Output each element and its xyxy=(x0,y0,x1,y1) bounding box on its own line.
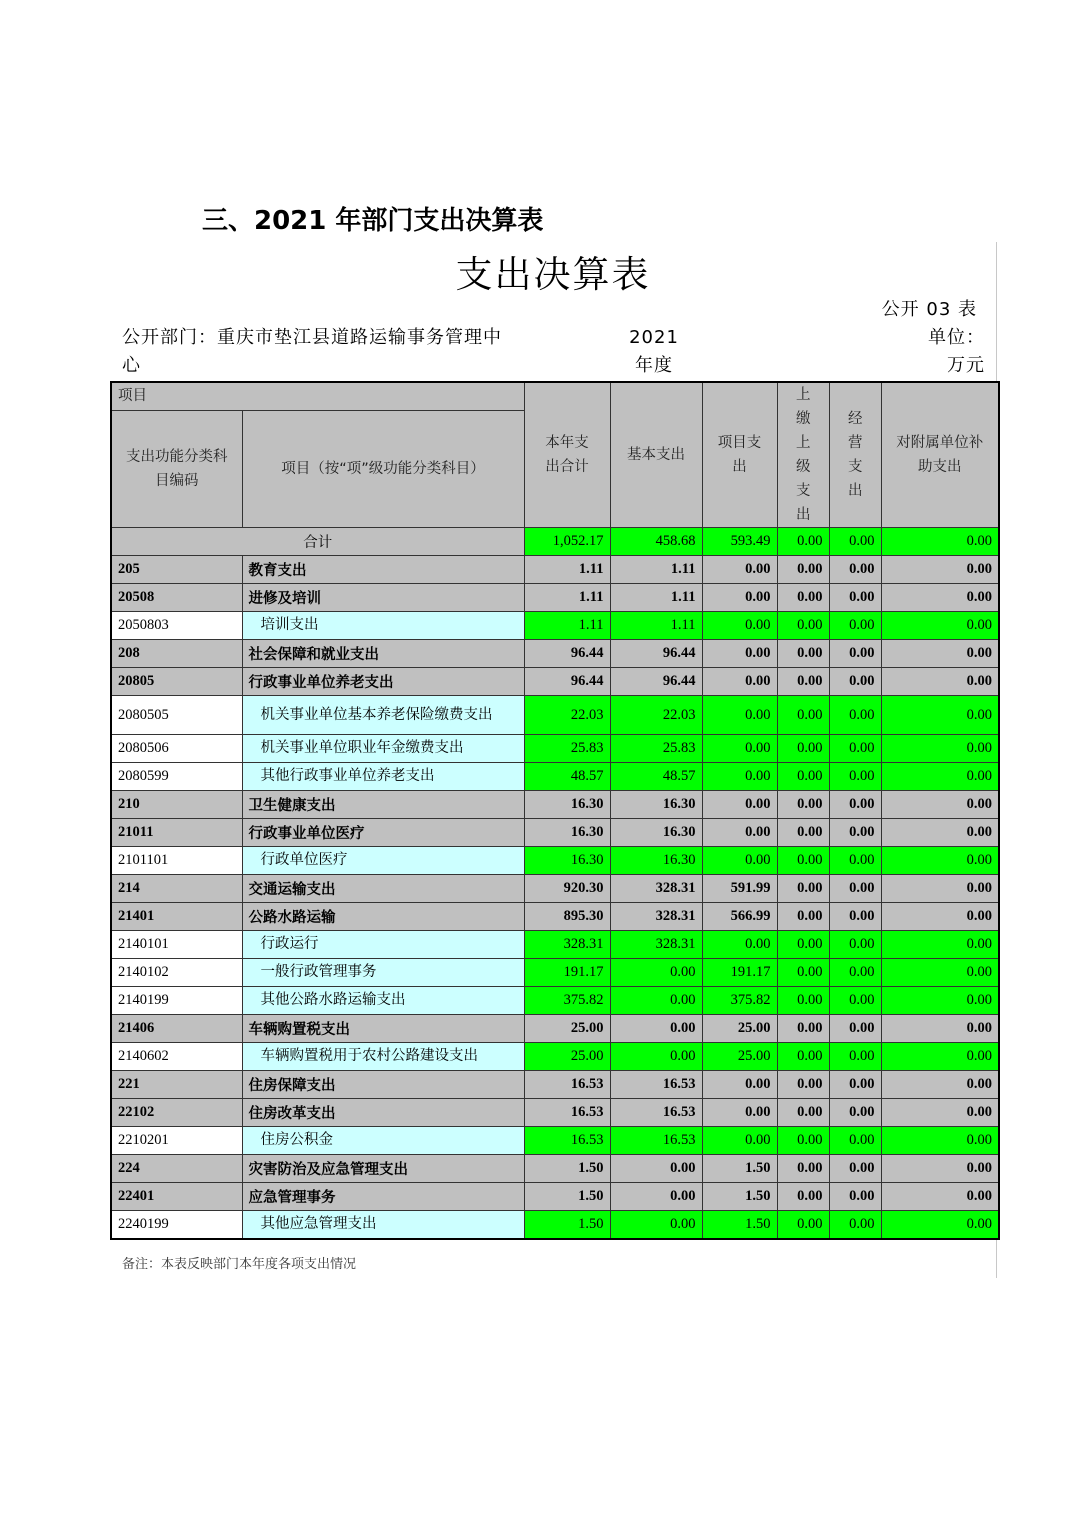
row-code: 2210201 xyxy=(111,1127,242,1155)
row-value: 0.00 xyxy=(829,1127,881,1155)
row-code: 20805 xyxy=(111,668,242,696)
row-value: 16.30 xyxy=(610,819,702,847)
department-label: 公开部门：重庆市垫江县道路运输事务管理中心 xyxy=(122,327,502,376)
table-row xyxy=(111,1211,999,1240)
row-value: 0.00 xyxy=(829,696,881,735)
row-code: 2140602 xyxy=(111,1043,242,1071)
table-row xyxy=(111,1183,999,1211)
row-value: 0.00 xyxy=(777,1015,829,1043)
row-value: 25.00 xyxy=(702,1015,777,1043)
row-value: 0.00 xyxy=(881,931,999,959)
row-value: 16.53 xyxy=(610,1071,702,1099)
row-value: 0.00 xyxy=(829,791,881,819)
header-business: 经营支出 xyxy=(829,382,881,528)
total-value: 0.00 xyxy=(881,528,999,556)
row-value: 0.00 xyxy=(702,612,777,640)
row-value: 328.31 xyxy=(524,931,610,959)
row-value: 16.30 xyxy=(610,847,702,875)
row-name: 车辆购置税支出 xyxy=(242,1015,524,1043)
row-value: 0.00 xyxy=(702,640,777,668)
row-value: 0.00 xyxy=(881,556,999,584)
row-value: 0.00 xyxy=(702,556,777,584)
row-value: 0.00 xyxy=(829,959,881,987)
row-value: 1.11 xyxy=(524,584,610,612)
row-value: 1.50 xyxy=(702,1155,777,1183)
row-value: 0.00 xyxy=(829,903,881,931)
row-value: 0.00 xyxy=(702,735,777,763)
row-name: 机关事业单位职业年金缴费支出 xyxy=(242,735,524,763)
row-value: 0.00 xyxy=(829,1015,881,1043)
row-value: 1.50 xyxy=(524,1183,610,1211)
row-value: 0.00 xyxy=(777,987,829,1015)
row-value: 48.57 xyxy=(610,763,702,791)
row-value: 0.00 xyxy=(829,763,881,791)
total-label: 合计 xyxy=(111,528,524,556)
row-name: 交通运输支出 xyxy=(242,875,524,903)
table-row xyxy=(111,847,999,875)
row-value: 0.00 xyxy=(777,819,829,847)
row-code: 2101101 xyxy=(111,847,242,875)
table-row xyxy=(111,791,999,819)
row-name: 行政事业单位养老支出 xyxy=(242,668,524,696)
row-value: 1.50 xyxy=(524,1155,610,1183)
row-value: 0.00 xyxy=(829,735,881,763)
row-value: 0.00 xyxy=(610,959,702,987)
row-value: 0.00 xyxy=(777,791,829,819)
row-name: 应急管理事务 xyxy=(242,1183,524,1211)
row-value: 0.00 xyxy=(881,763,999,791)
row-value: 0.00 xyxy=(777,1099,829,1127)
row-name: 住房改革支出 xyxy=(242,1099,524,1127)
row-value: 0.00 xyxy=(829,1183,881,1211)
header-basic: 基本支出 xyxy=(610,382,702,528)
row-value: 0.00 xyxy=(829,1211,881,1240)
total-value: 593.49 xyxy=(702,528,777,556)
row-value: 0.00 xyxy=(702,931,777,959)
expenditure-table xyxy=(110,381,1000,1240)
header-project: 项目支出 xyxy=(702,382,777,528)
row-value: 1.50 xyxy=(702,1211,777,1240)
row-name: 车辆购置税用于农村公路建设支出 xyxy=(242,1043,524,1071)
row-code: 22102 xyxy=(111,1099,242,1127)
row-value: 25.83 xyxy=(610,735,702,763)
row-value: 0.00 xyxy=(777,903,829,931)
row-name: 行政单位医疗 xyxy=(242,847,524,875)
row-value: 375.82 xyxy=(524,987,610,1015)
row-name: 教育支出 xyxy=(242,556,524,584)
row-value: 0.00 xyxy=(610,1211,702,1240)
row-name: 其他行政事业单位养老支出 xyxy=(242,763,524,791)
row-value: 0.00 xyxy=(702,763,777,791)
row-code: 221 xyxy=(111,1071,242,1099)
row-value: 328.31 xyxy=(610,903,702,931)
row-value: 0.00 xyxy=(829,847,881,875)
row-code: 20508 xyxy=(111,584,242,612)
row-value: 25.00 xyxy=(524,1015,610,1043)
row-value: 0.00 xyxy=(777,640,829,668)
row-value: 0.00 xyxy=(829,1071,881,1099)
row-value: 0.00 xyxy=(777,668,829,696)
header-subsidy: 对附属单位补助支出 xyxy=(881,382,999,528)
row-value: 0.00 xyxy=(881,791,999,819)
row-code: 2080506 xyxy=(111,735,242,763)
row-value: 16.30 xyxy=(524,819,610,847)
header-item: 项目（按“项”级功能分类科目） xyxy=(242,410,524,527)
row-value: 0.00 xyxy=(610,1015,702,1043)
table-row xyxy=(111,903,999,931)
table-row xyxy=(111,696,999,735)
row-value: 0.00 xyxy=(777,931,829,959)
row-value: 16.30 xyxy=(610,791,702,819)
row-value: 16.30 xyxy=(524,791,610,819)
row-value: 0.00 xyxy=(777,1043,829,1071)
row-value: 96.44 xyxy=(524,640,610,668)
row-value: 0.00 xyxy=(829,931,881,959)
row-value: 25.00 xyxy=(524,1043,610,1071)
row-value: 566.99 xyxy=(702,903,777,931)
row-code: 21406 xyxy=(111,1015,242,1043)
row-value: 0.00 xyxy=(777,1127,829,1155)
row-value: 16.53 xyxy=(610,1099,702,1127)
table-row xyxy=(111,875,999,903)
total-value: 458.68 xyxy=(610,528,702,556)
row-value: 0.00 xyxy=(702,1127,777,1155)
row-code: 210 xyxy=(111,791,242,819)
row-value: 328.31 xyxy=(610,875,702,903)
total-value: 1,052.17 xyxy=(524,528,610,556)
row-name: 进修及培训 xyxy=(242,584,524,612)
row-code: 21401 xyxy=(111,903,242,931)
table-row xyxy=(111,556,999,584)
row-value: 920.30 xyxy=(524,875,610,903)
table-row xyxy=(111,1127,999,1155)
row-value: 25.83 xyxy=(524,735,610,763)
table-row xyxy=(111,1015,999,1043)
form-number: 公开 03 表 xyxy=(881,299,977,320)
row-value: 0.00 xyxy=(881,668,999,696)
row-value: 0.00 xyxy=(881,847,999,875)
row-code: 2240199 xyxy=(111,1211,242,1240)
row-value: 96.44 xyxy=(610,640,702,668)
header-total: 本年支出合计 xyxy=(524,382,610,528)
header-code: 支出功能分类科目编码 xyxy=(111,410,242,527)
row-code: 2080505 xyxy=(111,696,242,735)
row-value: 0.00 xyxy=(702,847,777,875)
table-row xyxy=(111,987,999,1015)
row-value: 0.00 xyxy=(829,1155,881,1183)
row-value: 0.00 xyxy=(881,959,999,987)
row-code: 2140101 xyxy=(111,931,242,959)
table-row xyxy=(111,819,999,847)
row-value: 328.31 xyxy=(610,931,702,959)
table-row xyxy=(111,612,999,640)
row-value: 0.00 xyxy=(610,987,702,1015)
row-code: 224 xyxy=(111,1155,242,1183)
row-value: 0.00 xyxy=(610,1043,702,1071)
row-value: 0.00 xyxy=(702,1099,777,1127)
row-value: 48.57 xyxy=(524,763,610,791)
row-value: 0.00 xyxy=(777,696,829,735)
table-row xyxy=(111,763,999,791)
table-row xyxy=(111,1155,999,1183)
total-value: 0.00 xyxy=(777,528,829,556)
row-value: 0.00 xyxy=(881,1099,999,1127)
row-value: 22.03 xyxy=(524,696,610,735)
row-value: 0.00 xyxy=(881,875,999,903)
row-value: 0.00 xyxy=(702,584,777,612)
row-value: 0.00 xyxy=(881,640,999,668)
row-name: 其他公路水路运输支出 xyxy=(242,987,524,1015)
row-value: 16.53 xyxy=(524,1099,610,1127)
row-value: 0.00 xyxy=(881,612,999,640)
row-value: 0.00 xyxy=(702,696,777,735)
row-value: 0.00 xyxy=(777,1211,829,1240)
row-value: 0.00 xyxy=(881,1071,999,1099)
row-name: 公路水路运输 xyxy=(242,903,524,931)
row-code: 22401 xyxy=(111,1183,242,1211)
table-row xyxy=(111,584,999,612)
row-value: 96.44 xyxy=(610,668,702,696)
row-value: 0.00 xyxy=(610,1183,702,1211)
row-value: 0.00 xyxy=(610,1155,702,1183)
row-value: 96.44 xyxy=(524,668,610,696)
footnote: 备注：本表反映部门本年度各项支出情况 xyxy=(122,1257,357,1272)
row-name: 培训支出 xyxy=(242,612,524,640)
row-name: 行政事业单位医疗 xyxy=(242,819,524,847)
table-row xyxy=(111,1099,999,1127)
row-value: 22.03 xyxy=(610,696,702,735)
header-group-project: 项目 xyxy=(111,382,524,410)
row-value: 1.11 xyxy=(524,556,610,584)
row-value: 0.00 xyxy=(881,1155,999,1183)
row-value: 0.00 xyxy=(829,819,881,847)
row-value: 0.00 xyxy=(829,668,881,696)
row-code: 2080599 xyxy=(111,763,242,791)
row-code: 2140199 xyxy=(111,987,242,1015)
row-value: 0.00 xyxy=(829,556,881,584)
row-value: 25.00 xyxy=(702,1043,777,1071)
table-row xyxy=(111,668,999,696)
table-row xyxy=(111,1071,999,1099)
row-value: 0.00 xyxy=(777,1155,829,1183)
row-name: 住房保障支出 xyxy=(242,1071,524,1099)
row-code: 214 xyxy=(111,875,242,903)
row-value: 895.30 xyxy=(524,903,610,931)
table-row xyxy=(111,931,999,959)
row-value: 1.11 xyxy=(610,584,702,612)
row-value: 1.50 xyxy=(524,1211,610,1240)
header-upper: 上缴上级支出 xyxy=(777,382,829,528)
row-value: 0.00 xyxy=(829,612,881,640)
row-value: 191.17 xyxy=(702,959,777,987)
row-value: 0.00 xyxy=(881,1015,999,1043)
table-row xyxy=(111,1043,999,1071)
row-value: 0.00 xyxy=(881,1183,999,1211)
row-name: 住房公积金 xyxy=(242,1127,524,1155)
row-value: 1.11 xyxy=(524,612,610,640)
row-name: 社会保障和就业支出 xyxy=(242,640,524,668)
row-value: 0.00 xyxy=(881,584,999,612)
total-row xyxy=(111,528,999,556)
row-name: 其他应急管理支出 xyxy=(242,1211,524,1240)
row-value: 1.11 xyxy=(610,612,702,640)
row-value: 0.00 xyxy=(881,735,999,763)
row-value: 191.17 xyxy=(524,959,610,987)
row-value: 0.00 xyxy=(777,1071,829,1099)
row-code: 2050803 xyxy=(111,612,242,640)
row-value: 0.00 xyxy=(829,875,881,903)
year-label: 2021 年度 xyxy=(629,327,679,376)
row-value: 0.00 xyxy=(777,556,829,584)
row-value: 0.00 xyxy=(702,819,777,847)
table-row xyxy=(111,959,999,987)
row-value: 0.00 xyxy=(881,1043,999,1071)
row-value: 1.11 xyxy=(610,556,702,584)
row-value: 1.50 xyxy=(702,1183,777,1211)
row-value: 0.00 xyxy=(777,612,829,640)
row-value: 0.00 xyxy=(702,1071,777,1099)
row-value: 0.00 xyxy=(777,735,829,763)
row-code: 208 xyxy=(111,640,242,668)
row-value: 591.99 xyxy=(702,875,777,903)
row-name: 行政运行 xyxy=(242,931,524,959)
row-value: 16.30 xyxy=(524,847,610,875)
unit-label: 单位：万元 xyxy=(928,327,985,376)
row-value: 0.00 xyxy=(881,903,999,931)
row-name: 机关事业单位基本养老保险缴费支出 xyxy=(242,696,524,735)
row-value: 0.00 xyxy=(829,640,881,668)
row-value: 0.00 xyxy=(702,668,777,696)
table-row xyxy=(111,640,999,668)
row-value: 16.53 xyxy=(524,1071,610,1099)
row-value: 16.53 xyxy=(610,1127,702,1155)
row-value: 375.82 xyxy=(702,987,777,1015)
row-value: 0.00 xyxy=(777,763,829,791)
row-value: 0.00 xyxy=(881,696,999,735)
row-value: 0.00 xyxy=(881,987,999,1015)
row-value: 0.00 xyxy=(829,987,881,1015)
table-row xyxy=(111,735,999,763)
section-title: 三、2021 年部门支出决算表 xyxy=(202,206,544,236)
row-value: 0.00 xyxy=(829,584,881,612)
row-value: 0.00 xyxy=(702,791,777,819)
row-value: 0.00 xyxy=(829,1043,881,1071)
table-title: 支出决算表 xyxy=(455,253,651,296)
row-value: 0.00 xyxy=(881,1211,999,1240)
row-value: 16.53 xyxy=(524,1127,610,1155)
row-value: 0.00 xyxy=(881,819,999,847)
row-name: 灾害防治及应急管理支出 xyxy=(242,1155,524,1183)
row-name: 一般行政管理事务 xyxy=(242,959,524,987)
row-value: 0.00 xyxy=(777,1183,829,1211)
row-name: 卫生健康支出 xyxy=(242,791,524,819)
row-value: 0.00 xyxy=(777,847,829,875)
total-value: 0.00 xyxy=(829,528,881,556)
row-value: 0.00 xyxy=(829,1099,881,1127)
row-code: 2140102 xyxy=(111,959,242,987)
row-value: 0.00 xyxy=(881,1127,999,1155)
row-code: 21011 xyxy=(111,819,242,847)
row-value: 0.00 xyxy=(777,875,829,903)
row-value: 0.00 xyxy=(777,959,829,987)
row-value: 0.00 xyxy=(777,584,829,612)
row-code: 205 xyxy=(111,556,242,584)
